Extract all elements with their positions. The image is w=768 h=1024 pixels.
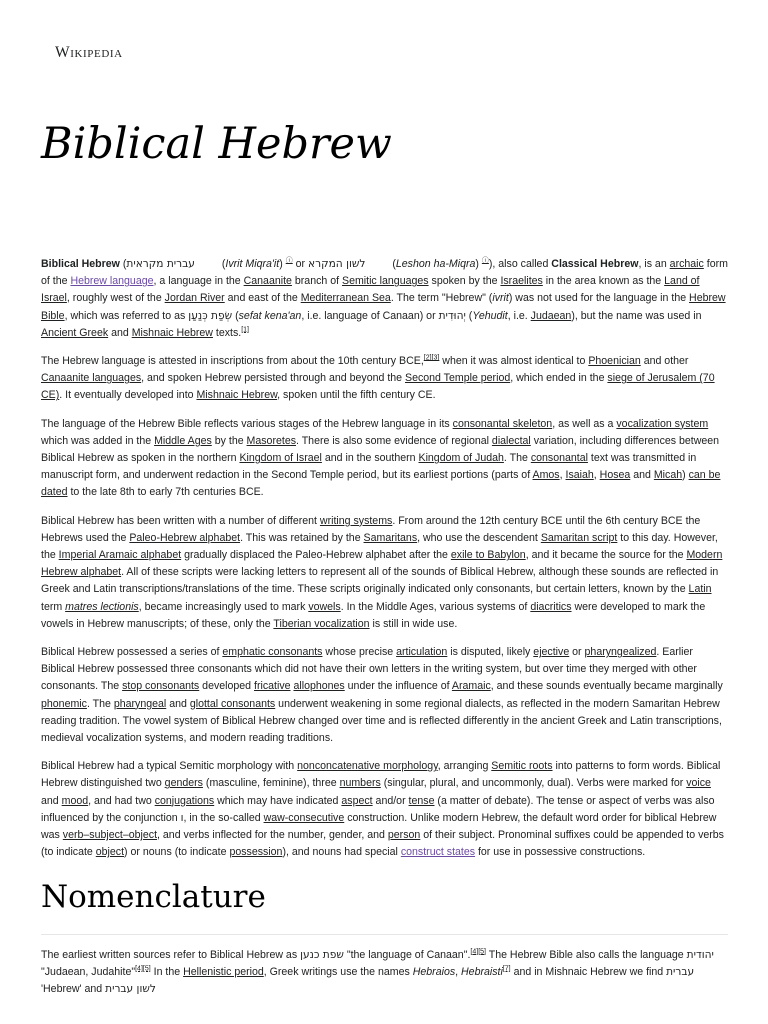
link-hellenistic-period[interactable]: Hellenistic period	[183, 965, 264, 978]
paragraph-history: The Hebrew language is attested in inscriptions from about the 10th century BCE,[2][3] when it was almost identical to Phoenician and other Canaanite languages, and spoken Hebrew persisted through and beyond the Second Temple period, which ended in the siege of Jerusalem (70 CE). It eventually developed into Mishnaic Hebrew, spoken until the fifth century CE.	[41, 354, 715, 402]
link-genders[interactable]: genders	[164, 777, 203, 790]
section-heading-nomenclature: Nomenclature	[41, 876, 728, 935]
page-title: Biblical Hebrew	[41, 119, 392, 169]
link-second-temple-period[interactable]: Second Temple period	[405, 372, 511, 385]
link-mishnaic-hebrew[interactable]: Mishnaic Hebrew	[131, 326, 213, 339]
paragraph-intro: Biblical Hebrew (עברית מקראית (Ivrit Miqra'it) ⓘ or לשון המקרא (Leshon ha-Miqra) ⓘ), also called Classical Hebrew, is an archaic form of the Hebrew language, a language in the Canaanite branch of Semitic languages spoken by the Israelites in the area known as the Land of Israel, roughly west of the Jordan River and east of the Mediterranean Sea. The term "Hebrew" (ivrit) was not used for the language in the Hebrew Bible, which was referred to as שְׂפַת כְּנַעַן (sefat kena'an, i.e. language of Canaan) or יְהוּדִית (Yehudit, i.e. Judaean), but the name was used in Ancient Greek and Mishnaic Hebrew texts.[1]	[41, 257, 728, 339]
bold-term: Biblical Hebrew	[41, 258, 120, 270]
hebrew-text: יְהוּדִית	[438, 309, 466, 322]
link-aspect[interactable]: aspect	[341, 794, 373, 807]
hebrew-text: שְׂפַת כְּנַעַן	[188, 309, 233, 322]
link-hosea[interactable]: Hosea	[599, 469, 631, 482]
link-judaean[interactable]: Judaean	[530, 309, 572, 322]
paragraph-writing: Biblical Hebrew has been written with a number of different writing systems. From around the 12th century BCE until the 6th century BCE the Hebrews used the Paleo-Hebrew alphabet. This was retained by the Samaritans, who use the descendent Samaritan script to this day. However, the Imperial Aramaic alphabet gradually displaced the Paleo-Hebrew alphabet after the exile to Babylon, and it became the source for the Modern Hebrew alphabet. All of these scripts were lacking letters to represent all of the sounds of Biblical Hebrew, although these sounds are reflected in Greek and Latin transcriptions/translations of the time. These scripts originally indicated only consonants, but certain letters, known by the Latin term matres lectionis, became increasingly used to mark vowels. In the Middle Ages, various systems of diacritics were developed to mark the vowels in Hebrew manuscripts; of these, only the Tiberian vocalization is still in wide use.	[41, 514, 723, 630]
link-samaritans[interactable]: Samaritans	[363, 531, 418, 544]
link-hebrew-language[interactable]: Hebrew language	[70, 275, 154, 288]
link-exile-to-babylon[interactable]: exile to Babylon	[450, 549, 526, 562]
link-pharyngeal[interactable]: pharyngeal	[113, 697, 167, 710]
link-pharyngealized[interactable]: pharyngealized	[584, 646, 657, 659]
link-phoenician[interactable]: Phoenician	[588, 355, 641, 368]
paragraph-morphology: Biblical Hebrew had a typical Semitic morphology with nonconcatenative morphology, arranging Semitic roots into patterns to form words. Biblical Hebrew distinguished two genders (masculine, feminine), three numbers (singular, plural, and uncommonly, dual). Verbs were marked for voice and mood, and had two conjugations which may have indicated aspect and/or tense (a matter of debate). The tense or aspect of verbs was also influenced by the conjunction ו, in the so-called waw-consecutive construction. Unlike modern Hebrew, the default word order for biblical Hebrew was verb–subject–object, and verbs inflected for the number, gender, and person of their subject. Pronominal suffixes could be appended to verbs (to indicate object) or nouns (to indicate possession), and nouns had special construct states for use in possessive constructions.	[41, 760, 724, 859]
link-jordan-river[interactable]: Jordan River	[164, 292, 225, 305]
link-israelites[interactable]: Israelites	[500, 275, 543, 288]
link-land-of-israel[interactable]: Land of Israel	[41, 275, 700, 305]
audio-link-icon[interactable]: ⓘ	[285, 257, 293, 265]
hebrew-text: שפת כנען	[300, 948, 344, 961]
link-canaanite-languages[interactable]: Canaanite languages	[41, 372, 142, 385]
link-kingdom-of-israel[interactable]: Kingdom of Israel	[239, 452, 322, 465]
link-can-be-dated[interactable]: can be dated	[41, 469, 721, 499]
hebrew-text: לשון עברית	[105, 982, 156, 995]
link-amos[interactable]: Amos	[532, 469, 560, 482]
link-samaritan-script[interactable]: Samaritan script	[540, 531, 618, 544]
hebrew-text: יהודית	[686, 948, 714, 961]
citation-link[interactable]: [4][5]	[470, 947, 486, 955]
link-consonantal-skeleton[interactable]: consonantal skeleton	[452, 417, 553, 430]
citation-link[interactable]: [7]	[502, 965, 511, 973]
link-latin[interactable]: Latin	[688, 583, 712, 596]
link-imperial-aramaic-alphabet[interactable]: Imperial Aramaic alphabet	[58, 549, 182, 562]
link-phonemic[interactable]: phonemic	[41, 697, 87, 710]
link-diacritics[interactable]: diacritics	[530, 600, 572, 613]
audio-link-icon[interactable]: ⓘ	[481, 257, 489, 265]
link-mishnaic-hebrew[interactable]: Mishnaic Hebrew	[196, 389, 278, 402]
link-numbers[interactable]: numbers	[339, 777, 381, 790]
link-vocalization-system[interactable]: vocalization system	[616, 417, 709, 430]
hebrew-text: עברית	[666, 965, 695, 978]
hebrew-text: עברית מקראית	[126, 258, 195, 270]
link-mediterranean-sea[interactable]: Mediterranean Sea	[300, 292, 391, 305]
link-verb-subject-object[interactable]: verb–subject–object	[62, 829, 158, 842]
link-glottal-consonants[interactable]: glottal consonants	[189, 697, 276, 710]
link-modern-hebrew-alphabet[interactable]: Modern Hebrew alphabet	[41, 549, 723, 579]
article-body	[41, 256, 728, 1009]
link-fricative[interactable]: fricative	[254, 680, 291, 693]
bold-term: Classical Hebrew	[551, 258, 639, 270]
link-hebrew-bible[interactable]: Hebrew Bible	[41, 292, 726, 322]
link-nonconcatenative-morphology[interactable]: nonconcatenative morphology	[297, 760, 438, 773]
link-mood[interactable]: mood	[61, 794, 89, 807]
paragraph-stages: The language of the Hebrew Bible reflects various stages of the Hebrew language in its consonantal skeleton, as well as a vocalization system which was added in the Middle Ages by the Masoretes. There is also some evidence of regional dialectal variation, including differences between Biblical Hebrew as spoken in the northern Kingdom of Israel and in the southern Kingdom of Judah. The consonantal text was transmitted in manuscript form, and underwent redaction in the Second Temple period, but its earliest portions (parts of Amos, Isaiah, Hosea and Micah) can be dated to the late 8th to early 7th centuries BCE.	[41, 417, 721, 499]
link-articulation[interactable]: articulation	[396, 646, 448, 659]
link-allophones[interactable]: allophones	[293, 680, 345, 693]
paragraph-phonology: Biblical Hebrew possessed a series of emphatic consonants whose precise articulation is disputed, likely ejective or pharyngealized. Earlier Biblical Hebrew possessed three consonants which did not have their own letters in the writing system, but over time they merged with other consonants. The stop consonants developed fricative allophones under the influence of Aramaic, and these sounds eventually became marginally phonemic. The pharyngeal and glottal consonants underwent weakening in some regional dialects, as reflected in the modern Samaritan Hebrew reading tradition. The vowel system of Biblical Hebrew changed over time and is reflected differently in the ancient Greek and Latin transcriptions, medieval vocalization systems, and modern reading traditions.	[41, 646, 723, 745]
link-aramaic[interactable]: Aramaic	[451, 680, 491, 693]
link-paleo-hebrew-alphabet[interactable]: Paleo-Hebrew alphabet	[129, 531, 241, 544]
link-conjugations[interactable]: conjugations	[154, 794, 215, 807]
link-matres-lectionis[interactable]: matres lectionis	[65, 600, 139, 613]
link-micah[interactable]: Micah	[653, 469, 683, 482]
link-masoretes[interactable]: Masoretes	[246, 434, 297, 447]
citation-link[interactable]: [4][5]	[135, 965, 151, 973]
link-ejective[interactable]: ejective	[533, 646, 570, 659]
link-dialectal[interactable]: dialectal	[491, 434, 531, 447]
link-construct-states[interactable]: construct states	[400, 846, 476, 859]
link-stop-consonants[interactable]: stop consonants	[122, 680, 200, 693]
link-tiberian-vocalization[interactable]: Tiberian vocalization	[273, 617, 370, 630]
link-writing-systems[interactable]: writing systems	[319, 514, 393, 527]
link-possession[interactable]: possession	[229, 846, 283, 859]
link-object[interactable]: object	[95, 846, 125, 859]
link-waw-consecutive[interactable]: waw-consecutive	[263, 811, 345, 824]
link-ancient-greek[interactable]: Ancient Greek	[41, 326, 109, 339]
hebrew-text: ו	[180, 811, 184, 824]
hebrew-text: לשון המקרא	[308, 258, 366, 270]
link-person[interactable]: person	[387, 829, 421, 842]
link-semitic-roots[interactable]: Semitic roots	[491, 760, 553, 773]
link-isaiah[interactable]: Isaiah	[565, 469, 594, 482]
link-consonantal[interactable]: consonantal	[530, 452, 588, 465]
link-voice[interactable]: voice	[686, 777, 711, 790]
paragraph-nomenclature: The earliest written sources refer to Biblical Hebrew as שפת כנען "the language of Canaan".[4][5] The Hebrew Bible also calls the language יהודית "Judaean, Judahite"[4][5] In the Hellenistic period, Greek writings use the names Hebraios, Hebraisti[7] and in Mishnaic Hebrew we find עברית 'Hebrew' and לשון עברית	[41, 947, 714, 995]
link-tense[interactable]: tense	[408, 794, 435, 807]
citation-link[interactable]: [1]	[241, 326, 250, 334]
link-archaic[interactable]: archaic	[669, 258, 704, 270]
citation-link[interactable]: [2][3]	[423, 354, 440, 362]
link-kingdom-of-judah[interactable]: Kingdom of Judah	[418, 452, 504, 465]
link-middle-ages[interactable]: Middle Ages	[154, 434, 212, 447]
link-siege-of-jerusalem[interactable]: siege of Jerusalem (70 CE)	[41, 372, 715, 402]
wikipedia-logo[interactable]: Wikipedia	[55, 44, 123, 61]
link-emphatic-consonants[interactable]: emphatic consonants	[222, 646, 323, 659]
link-semitic-languages[interactable]: Semitic languages	[342, 275, 429, 288]
link-canaanite[interactable]: Canaanite	[243, 275, 292, 288]
link-vowels[interactable]: vowels	[308, 600, 341, 613]
